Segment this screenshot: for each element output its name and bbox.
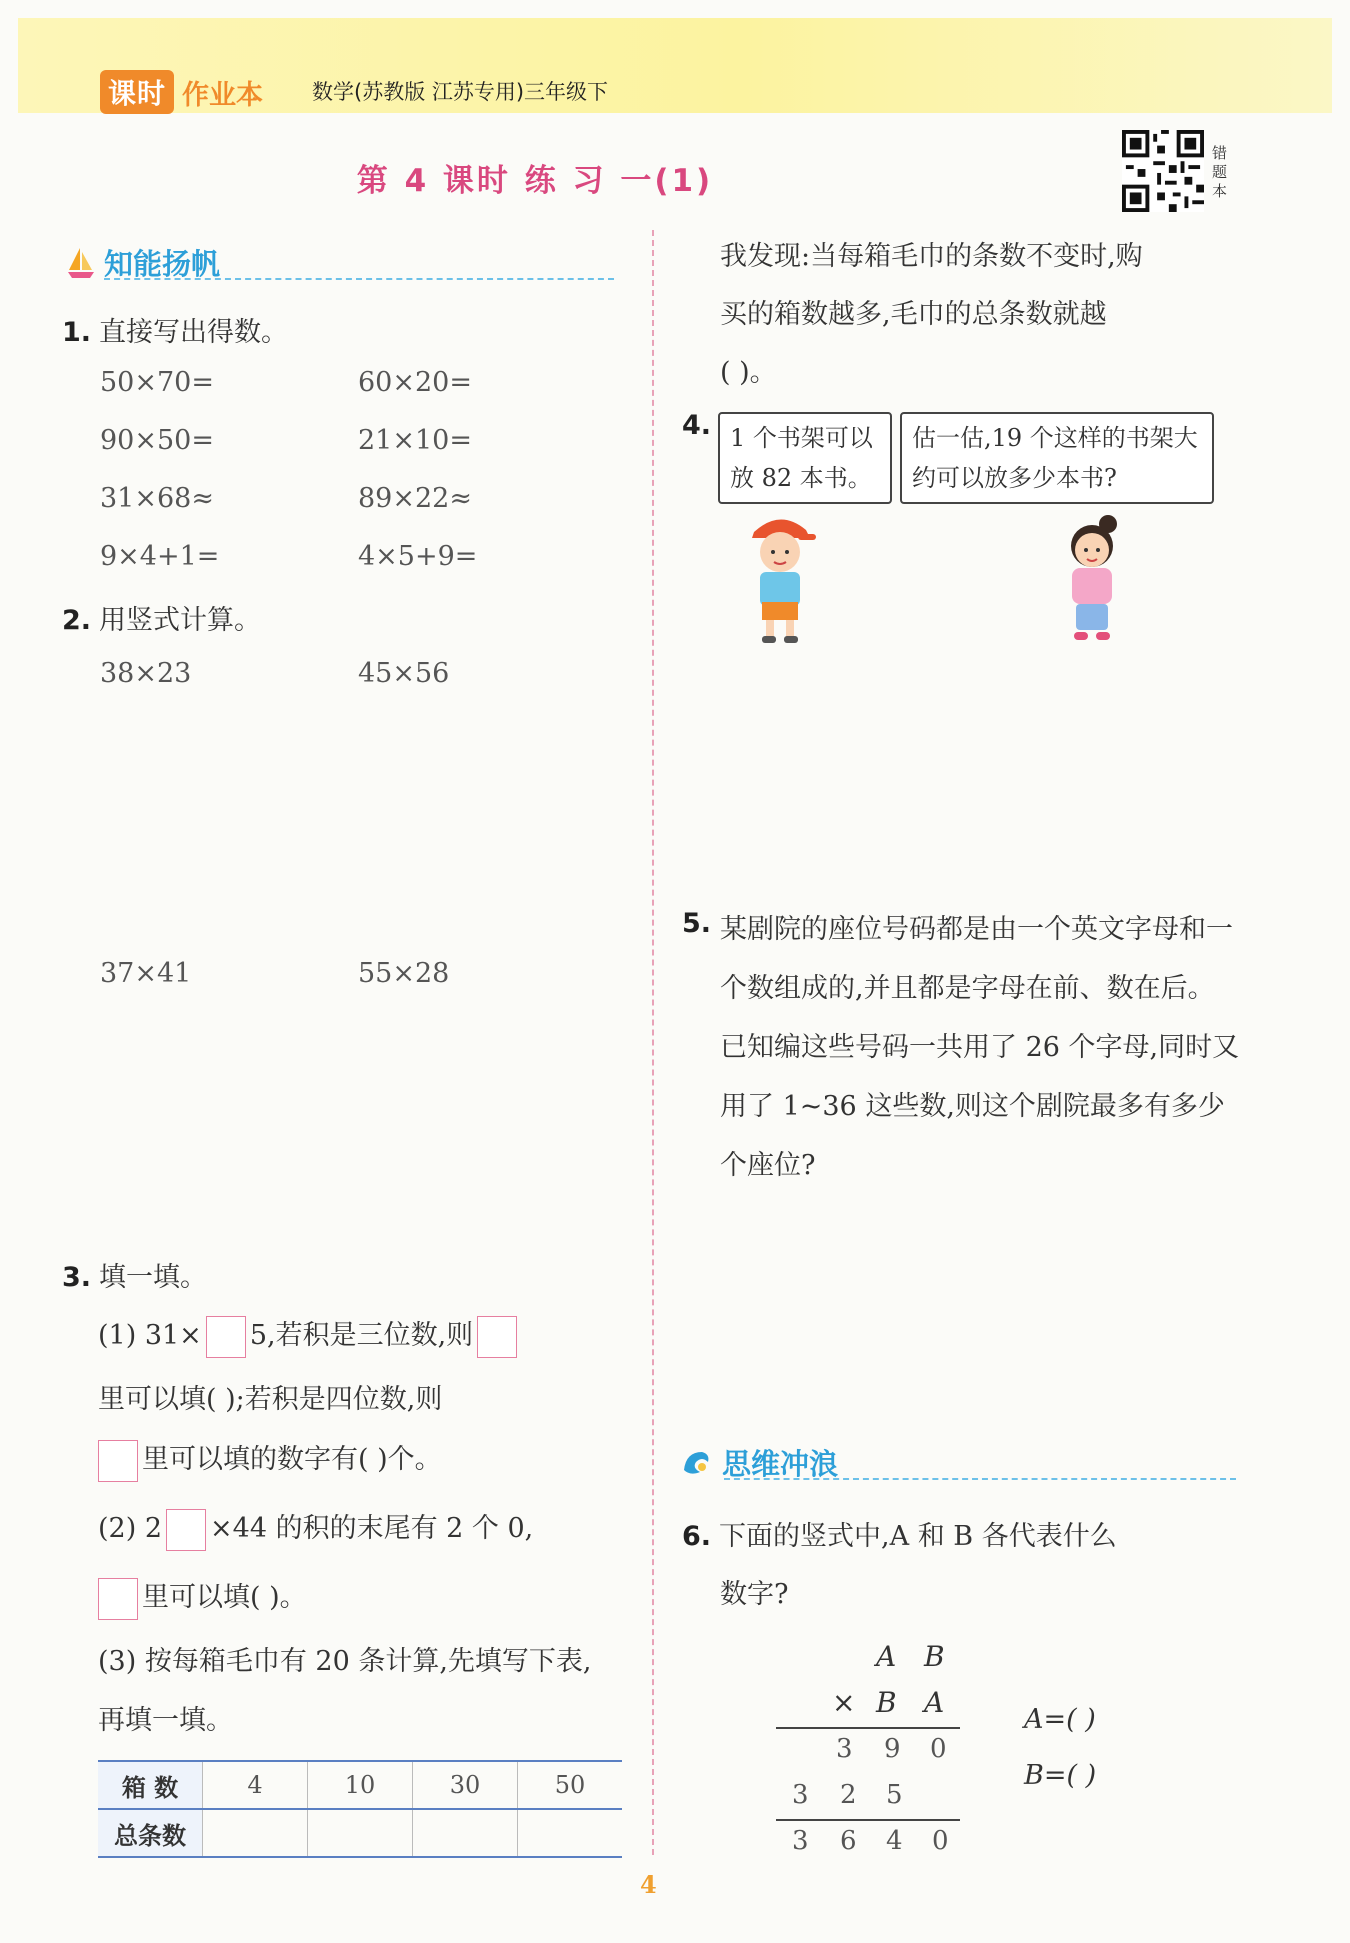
- question-6-line1: [682, 1514, 1117, 1553]
- q3-part1-line1: [98, 1313, 521, 1358]
- girl-illustration-icon: [1052, 510, 1132, 645]
- question-3: [62, 1255, 207, 1294]
- answer-cell[interactable]: [518, 1809, 623, 1857]
- digit: 3: [836, 1734, 853, 1764]
- question-number: 1.: [62, 317, 92, 348]
- text: 5,若积是三位数,则: [249, 1320, 474, 1351]
- q3-part2-line2: [98, 1575, 307, 1620]
- expression: 31×68≈: [100, 483, 214, 514]
- answer-b[interactable]: B=( ): [1024, 1760, 1097, 1791]
- question-6-line2: 数字?: [720, 1579, 789, 1610]
- answer-box[interactable]: [98, 1440, 138, 1482]
- multiply-sign: ×: [832, 1686, 856, 1719]
- table-cell: 50: [518, 1761, 623, 1809]
- question-number: 3.: [62, 1262, 92, 1293]
- wave-icon: [680, 1446, 714, 1480]
- data-table: [98, 1760, 622, 1858]
- digit: A: [924, 1686, 945, 1719]
- section-title: 思维冲浪: [722, 1447, 839, 1481]
- answer-cell[interactable]: [203, 1809, 308, 1857]
- digit: 2: [840, 1780, 857, 1810]
- section-heading-2: [680, 1442, 838, 1483]
- question-number: 2.: [62, 605, 92, 636]
- answer-box[interactable]: [166, 1509, 206, 1551]
- lesson-title: 第 4 课时 练 习 一(1): [356, 163, 714, 199]
- brand-logo: [100, 70, 263, 114]
- row-header: 总条数: [98, 1809, 203, 1857]
- answer-box[interactable]: [98, 1578, 138, 1620]
- text: ×44 的积的末尾有 2 个 0,: [210, 1513, 534, 1544]
- digit: 3: [792, 1780, 809, 1810]
- question-text: 填一填。: [99, 1262, 208, 1293]
- digit: 0: [932, 1826, 949, 1856]
- row-header: 箱 数: [98, 1761, 203, 1809]
- table-cell: 30: [413, 1761, 518, 1809]
- finding-line-3: ( )。: [720, 357, 777, 388]
- digit: 3: [792, 1826, 809, 1856]
- text: (2) 2: [98, 1513, 163, 1544]
- answer-box[interactable]: [206, 1316, 246, 1358]
- answer-a[interactable]: A=( ): [1024, 1704, 1096, 1735]
- page-number: 4: [640, 1870, 657, 1899]
- section-heading-1: [66, 242, 220, 283]
- q3-part2-line1: [98, 1506, 533, 1551]
- qr-code-icon[interactable]: [1122, 130, 1204, 212]
- question-text: 下面的竖式中,A 和 B 各代表什么: [719, 1521, 1117, 1552]
- question-number: 6.: [682, 1521, 712, 1552]
- section-underline: [104, 278, 614, 280]
- answer-box[interactable]: [477, 1316, 517, 1358]
- expression: 55×28: [358, 958, 450, 989]
- table-cell: 4: [203, 1761, 308, 1809]
- digit: B: [924, 1640, 945, 1673]
- question-5-number: [682, 908, 719, 939]
- boy-illustration-icon: [740, 510, 820, 645]
- expression: 50×70=: [100, 367, 214, 398]
- qr-label: 错题本: [1212, 144, 1228, 200]
- sailboat-icon: [66, 246, 96, 280]
- expression: 45×56: [358, 658, 450, 689]
- finding-line-1: 我发现:当每箱毛巾的条数不变时,购: [720, 241, 1143, 272]
- expression: 9×4+1=: [100, 541, 220, 572]
- question-2: [62, 598, 261, 637]
- question-number: 5.: [682, 908, 712, 939]
- sum-line: [776, 1727, 960, 1729]
- digit: 6: [840, 1826, 857, 1856]
- text: 里可以填的数字有( )个。: [142, 1444, 442, 1475]
- q3-part1-line3: [98, 1437, 442, 1482]
- table-cell: 10: [308, 1761, 413, 1809]
- section-title: 知能扬帆: [104, 247, 221, 281]
- question-4-number: [682, 410, 719, 441]
- table-row: [98, 1761, 622, 1809]
- finding-line-2: 买的箱数越多,毛巾的总条数就越: [720, 299, 1107, 330]
- digit: 9: [884, 1734, 901, 1764]
- digit: 0: [930, 1734, 947, 1764]
- text: 里可以填( )。: [142, 1582, 307, 1613]
- expression: 38×23: [100, 658, 192, 689]
- answer-cell[interactable]: [308, 1809, 413, 1857]
- question-number: 4.: [682, 410, 712, 441]
- expression: 4×5+9=: [358, 541, 478, 572]
- q3-part3: (3) 按每箱毛巾有 20 条计算,先填写下表,再填一填。: [98, 1646, 592, 1736]
- text: (1) 31×: [98, 1320, 202, 1351]
- column-divider: [652, 230, 654, 1855]
- sum-line: [776, 1819, 960, 1821]
- question-1: [62, 310, 288, 349]
- speech-bubble-boy: 1 个书架可以放 82 本书。: [718, 412, 892, 504]
- digit: 4: [886, 1826, 903, 1856]
- expression: 60×20=: [358, 367, 472, 398]
- table-row: [98, 1809, 622, 1857]
- expression: 89×22≈: [358, 483, 472, 514]
- logo-text: 作业本: [182, 79, 264, 111]
- logo-box: 课时: [100, 70, 174, 114]
- expression: 37×41: [100, 958, 192, 989]
- digit: 5: [886, 1780, 903, 1810]
- speech-bubble-girl: 估一估,19 个这样的书架大约可以放多少本书?: [900, 412, 1214, 504]
- expression: 21×10=: [358, 425, 472, 456]
- question-text: 用竖式计算。: [99, 605, 262, 636]
- book-subject: 数学(苏教版 江苏专用)三年级下: [312, 80, 609, 104]
- digit: A: [876, 1640, 897, 1673]
- q3-part1-line2: 里可以填( );若积是四位数,则: [98, 1384, 443, 1415]
- digit: B: [876, 1686, 897, 1719]
- question-5-text: 某剧院的座位号码都是由一个英文字母和一个数组成的,并且都是字母在前、数在后。已知编这些号码一共用了 26 个字母,同时又用了 1~36 这些数,则这个剧院最多有多少个座位?: [720, 914, 1240, 1181]
- question-text: 直接写出得数。: [99, 317, 289, 348]
- answer-cell[interactable]: [413, 1809, 518, 1857]
- section-underline: [724, 1478, 1236, 1480]
- expression: 90×50=: [100, 425, 214, 456]
